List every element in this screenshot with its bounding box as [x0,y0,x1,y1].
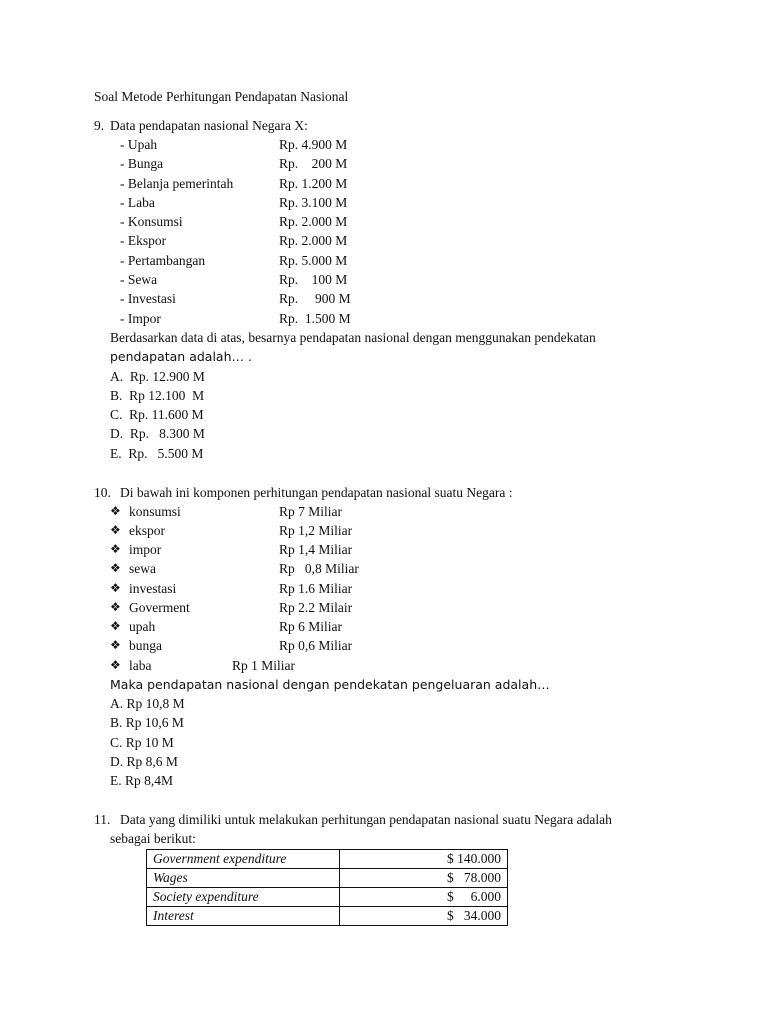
table-cell-value: $ 6.000 [340,888,508,907]
q10-item-value: Rp 1,4 Miliar [279,542,353,557]
q10-item-label: bunga [129,638,162,653]
q10-item-label: investasi [129,581,177,596]
q9-item-value: Rp. 200 M [279,156,348,171]
q9-option-a: A. Rp. 12.900 M [110,369,205,384]
q11-number: 11. [94,812,111,827]
table-cell-label: Government expenditure [147,850,340,869]
q10-option-a: A. Rp 10,8 M [110,696,185,711]
diamond-bullet-icon: ❖ [110,523,121,537]
q10-item-value: Rp 0,8 Miliar [279,561,359,576]
q9-item-label: - Laba [120,195,155,210]
q10-option-d: D. Rp 8,6 M [110,754,178,769]
q9-item-label: - Bunga [120,156,164,171]
q9-item-label: - Konsumsi [120,214,183,229]
q9-item-value: Rp. 1.200 M [279,176,348,191]
table-row [147,850,508,869]
q9-item-label: - Belanja pemerintah [120,176,234,191]
diamond-bullet-icon: ❖ [110,638,121,652]
diamond-bullet-icon: ❖ [110,600,121,614]
q10-item-value: Rp 0,6 Miliar [279,638,353,653]
q9-item-label: - Pertambangan [120,253,206,268]
q10-item-label: konsumsi [129,504,181,519]
table-cell-value: $ 78.000 [340,869,508,888]
table-cell-value: $ 34.000 [340,907,508,926]
table-cell-label: Interest [147,907,340,926]
diamond-bullet-icon: ❖ [110,504,121,518]
q10-item-value: Rp 7 Miliar [279,504,342,519]
q9-item-value: Rp. 4.900 M [279,137,348,152]
q10-option-e: E. Rp 8,4M [110,773,174,788]
table-row [147,888,508,907]
q10-item-value: Rp 6 Miliar [279,619,342,634]
q10-number: 10. [94,485,111,500]
q10-item-label: laba [129,658,152,673]
q9-question-cont: pendapatan adalah… . [110,349,252,364]
table-cell-label: Society expenditure [147,888,340,907]
q9-item-value: Rp. 900 M [279,291,351,306]
table-row [147,907,508,926]
q10-item-label: sewa [129,561,156,576]
q9-item-label: - Sewa [120,272,158,287]
q9-option-b: B. Rp 12.100 M [110,388,205,403]
document-title: Soal Metode Perhitungan Pendapatan Nasional [94,89,349,104]
q11-intro: Data yang dimiliki untuk melakukan perhitungan pendapatan nasional suatu Negara adalah [120,812,612,827]
q10-item-value: Rp 1.6 Miliar [279,581,353,596]
q10-item-value: Rp 1,2 Miliar [279,523,353,538]
diamond-bullet-icon: ❖ [110,619,121,633]
q10-question: Maka pendapatan nasional dengan pendekatan pengeluaran adalah… [110,677,550,692]
q9-item-value: Rp. 3.100 M [279,195,348,210]
q10-item-label: Goverment [129,600,190,615]
q10-option-c: C. Rp 10 M [110,735,174,750]
q9-option-d: D. Rp. 8.300 M [110,426,205,441]
q10-item-value: Rp 2.2 Milair [279,600,353,615]
q9-item-label: - Investasi [120,291,176,306]
table-cell-value: $ 140.000 [340,850,508,869]
diamond-bullet-icon: ❖ [110,581,121,595]
q11-data-table [146,849,508,926]
q9-item-label: - Upah [120,137,158,152]
q9-item-value: Rp. 100 M [279,272,348,287]
q9-item-label: - Impor [120,311,161,326]
diamond-bullet-icon: ❖ [110,658,121,672]
q10-item-label: upah [129,619,156,634]
q10-option-b: B. Rp 10,6 M [110,715,184,730]
q9-item-value: Rp. 5.000 M [279,253,348,268]
q9-option-e: E. Rp. 5.500 M [110,446,204,461]
q10-item-label: ekspor [129,523,165,538]
q9-number: 9. [94,118,105,133]
q9-question: Berdasarkan data di atas, besarnya pendapatan nasional dengan menggunakan pendekatan [110,330,596,345]
q10-intro: Di bawah ini komponen perhitungan pendapatan nasional suatu Negara : [120,485,513,500]
q9-item-value: Rp. 2.000 M [279,214,348,229]
q10-item-value: Rp 1 Miliar [232,658,295,673]
q9-item-value: Rp. 1.500 M [279,311,351,326]
table-row [147,869,508,888]
q9-item-value: Rp. 2.000 M [279,233,348,248]
q9-item-label: - Ekspor [120,233,167,248]
diamond-bullet-icon: ❖ [110,561,121,575]
q11-intro-cont: sebagai berikut: [110,831,196,846]
table-cell-label: Wages [147,869,340,888]
q9-option-c: C. Rp. 11.600 M [110,407,204,422]
q10-item-label: impor [129,542,162,557]
diamond-bullet-icon: ❖ [110,542,121,556]
q9-intro: Data pendapatan nasional Negara X: [110,118,308,133]
